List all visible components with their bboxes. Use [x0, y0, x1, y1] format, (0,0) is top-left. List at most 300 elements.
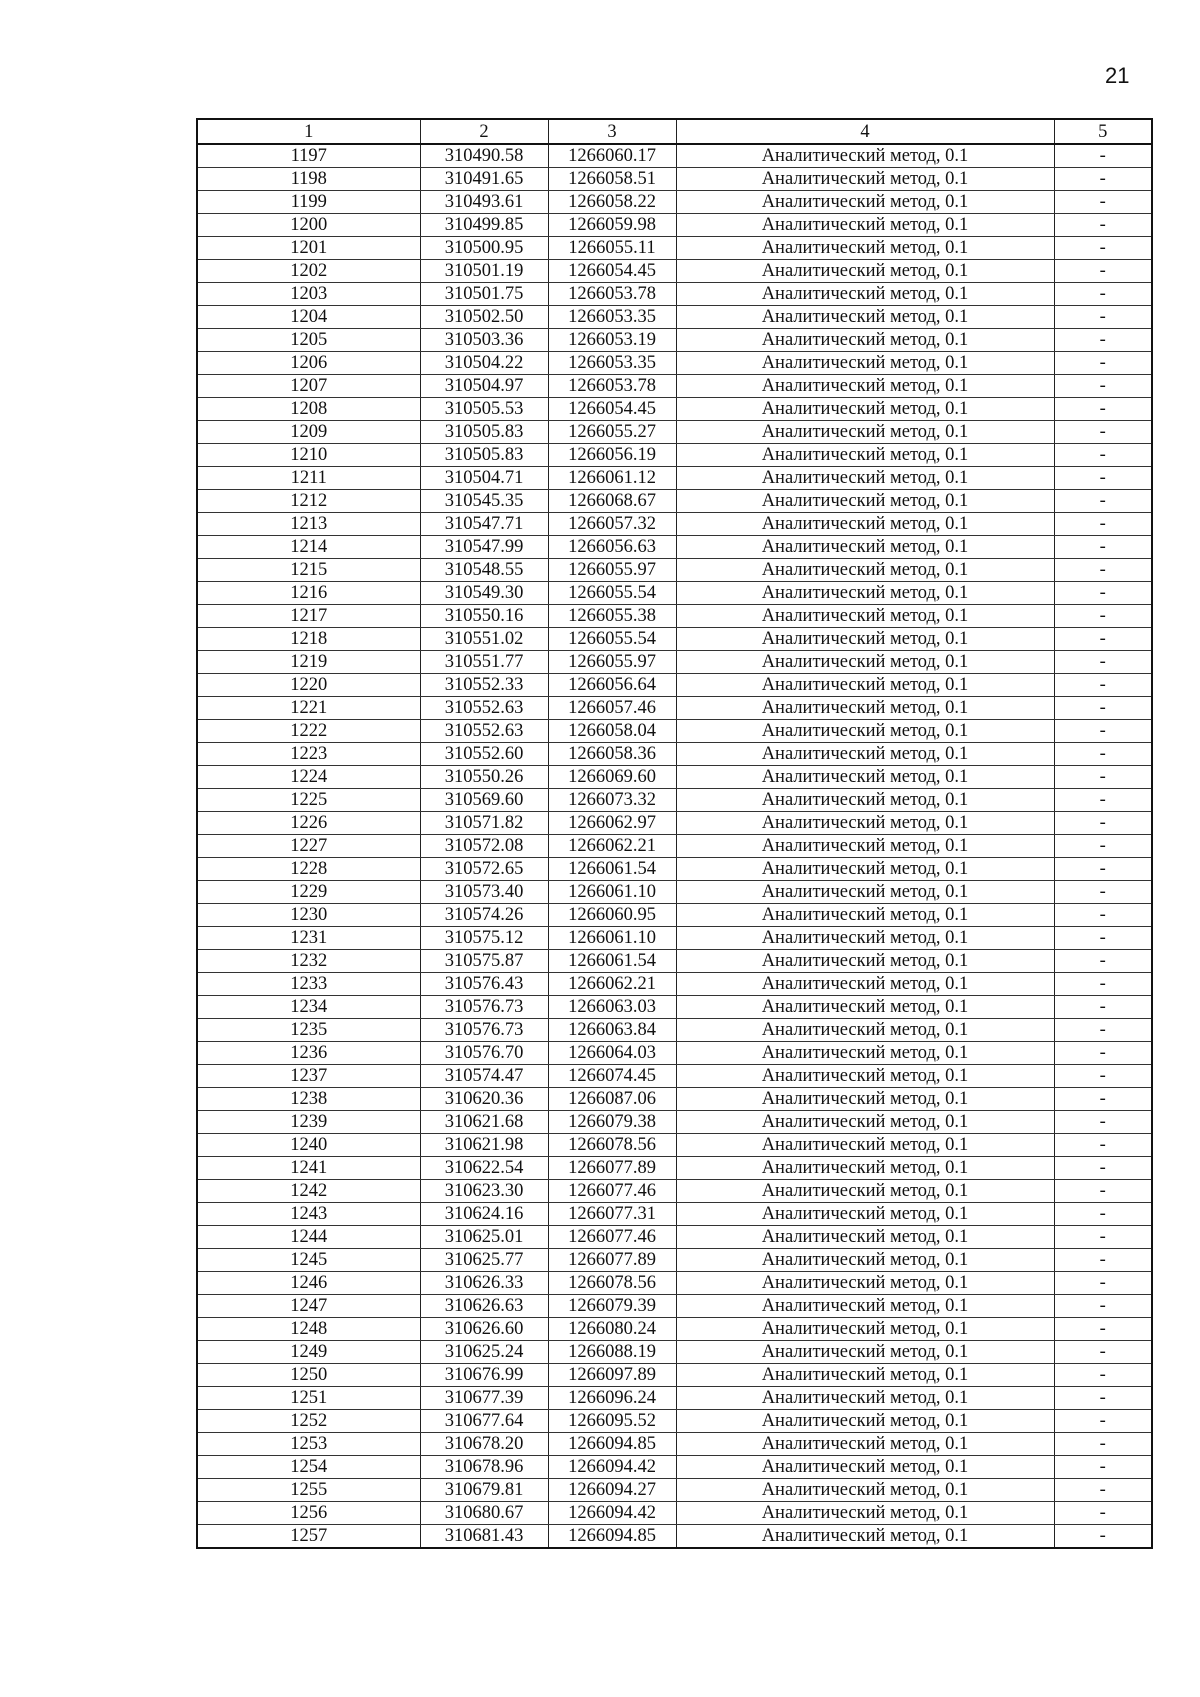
cell-note: - — [1054, 1042, 1152, 1065]
cell-note: - — [1054, 191, 1152, 214]
cell-method: Аналитический метод, 0.1 — [676, 1180, 1054, 1203]
page-number: 21 — [1105, 63, 1130, 88]
cell-note: - — [1054, 881, 1152, 904]
cell-point-number: 1244 — [197, 1226, 420, 1249]
cell-point-number: 1218 — [197, 628, 420, 651]
table-row — [197, 168, 1152, 191]
cell-x-coordinate: 310505.83 — [420, 421, 548, 444]
cell-point-number: 1205 — [197, 329, 420, 352]
cell-method: Аналитический метод, 0.1 — [676, 237, 1054, 260]
cell-method: Аналитический метод, 0.1 — [676, 168, 1054, 191]
cell-note: - — [1054, 1479, 1152, 1502]
cell-method: Аналитический метод, 0.1 — [676, 421, 1054, 444]
cell-method: Аналитический метод, 0.1 — [676, 1410, 1054, 1433]
cell-x-coordinate: 310550.26 — [420, 766, 548, 789]
cell-point-number: 1201 — [197, 237, 420, 260]
cell-method: Аналитический метод, 0.1 — [676, 444, 1054, 467]
cell-note: - — [1054, 490, 1152, 513]
table-body — [197, 144, 1152, 1548]
cell-y-coordinate: 1266088.19 — [548, 1341, 676, 1364]
table-row — [197, 144, 1152, 168]
table-row — [197, 1364, 1152, 1387]
cell-y-coordinate: 1266061.54 — [548, 858, 676, 881]
cell-point-number: 1222 — [197, 720, 420, 743]
cell-method: Аналитический метод, 0.1 — [676, 490, 1054, 513]
cell-note: - — [1054, 1456, 1152, 1479]
table-row — [197, 628, 1152, 651]
cell-y-coordinate: 1266055.11 — [548, 237, 676, 260]
cell-method: Аналитический метод, 0.1 — [676, 1341, 1054, 1364]
cell-y-coordinate: 1266074.45 — [548, 1065, 676, 1088]
cell-point-number: 1238 — [197, 1088, 420, 1111]
cell-y-coordinate: 1266053.19 — [548, 329, 676, 352]
cell-x-coordinate: 310501.75 — [420, 283, 548, 306]
table-row — [197, 352, 1152, 375]
cell-method: Аналитический метод, 0.1 — [676, 904, 1054, 927]
cell-y-coordinate: 1266056.19 — [548, 444, 676, 467]
cell-x-coordinate: 310626.60 — [420, 1318, 548, 1341]
cell-x-coordinate: 310678.20 — [420, 1433, 548, 1456]
cell-point-number: 1241 — [197, 1157, 420, 1180]
cell-point-number: 1197 — [197, 144, 420, 168]
cell-y-coordinate: 1266078.56 — [548, 1272, 676, 1295]
cell-method: Аналитический метод, 0.1 — [676, 1226, 1054, 1249]
cell-point-number: 1237 — [197, 1065, 420, 1088]
cell-y-coordinate: 1266062.97 — [548, 812, 676, 835]
cell-y-coordinate: 1266077.89 — [548, 1249, 676, 1272]
table-row — [197, 1433, 1152, 1456]
cell-x-coordinate: 310573.40 — [420, 881, 548, 904]
cell-note: - — [1054, 1502, 1152, 1525]
cell-y-coordinate: 1266094.27 — [548, 1479, 676, 1502]
cell-method: Аналитический метод, 0.1 — [676, 1157, 1054, 1180]
table-row — [197, 490, 1152, 513]
cell-note: - — [1054, 1019, 1152, 1042]
cell-point-number: 1254 — [197, 1456, 420, 1479]
cell-x-coordinate: 310681.43 — [420, 1525, 548, 1549]
cell-note: - — [1054, 651, 1152, 674]
cell-y-coordinate: 1266077.31 — [548, 1203, 676, 1226]
cell-x-coordinate: 310576.73 — [420, 1019, 548, 1042]
table-row — [197, 1456, 1152, 1479]
table-row — [197, 812, 1152, 835]
table-row — [197, 513, 1152, 536]
cell-point-number: 1253 — [197, 1433, 420, 1456]
cell-method: Аналитический метод, 0.1 — [676, 1456, 1054, 1479]
cell-point-number: 1207 — [197, 375, 420, 398]
cell-point-number: 1224 — [197, 766, 420, 789]
cell-method: Аналитический метод, 0.1 — [676, 513, 1054, 536]
cell-point-number: 1228 — [197, 858, 420, 881]
cell-note: - — [1054, 1111, 1152, 1134]
cell-y-coordinate: 1266061.54 — [548, 950, 676, 973]
cell-x-coordinate: 310500.95 — [420, 237, 548, 260]
header-col-3: 3 — [548, 119, 676, 144]
cell-y-coordinate: 1266058.51 — [548, 168, 676, 191]
cell-point-number: 1217 — [197, 605, 420, 628]
cell-x-coordinate: 310504.71 — [420, 467, 548, 490]
table-row — [197, 927, 1152, 950]
table-row — [197, 1387, 1152, 1410]
cell-y-coordinate: 1266053.78 — [548, 375, 676, 398]
cell-note: - — [1054, 559, 1152, 582]
cell-method: Аналитический метод, 0.1 — [676, 789, 1054, 812]
cell-x-coordinate: 310551.77 — [420, 651, 548, 674]
cell-point-number: 1216 — [197, 582, 420, 605]
cell-method: Аналитический метод, 0.1 — [676, 1364, 1054, 1387]
cell-point-number: 1251 — [197, 1387, 420, 1410]
table-row — [197, 835, 1152, 858]
cell-x-coordinate: 310574.26 — [420, 904, 548, 927]
cell-method: Аналитический метод, 0.1 — [676, 927, 1054, 950]
cell-note: - — [1054, 1157, 1152, 1180]
cell-note: - — [1054, 1065, 1152, 1088]
table-row — [197, 1180, 1152, 1203]
cell-method: Аналитический метод, 0.1 — [676, 1249, 1054, 1272]
cell-point-number: 1214 — [197, 536, 420, 559]
cell-x-coordinate: 310575.87 — [420, 950, 548, 973]
table-row — [197, 1502, 1152, 1525]
cell-method: Аналитический метод, 0.1 — [676, 1525, 1054, 1549]
cell-point-number: 1226 — [197, 812, 420, 835]
cell-method: Аналитический метод, 0.1 — [676, 1019, 1054, 1042]
cell-y-coordinate: 1266060.17 — [548, 144, 676, 168]
cell-point-number: 1252 — [197, 1410, 420, 1433]
cell-y-coordinate: 1266094.42 — [548, 1456, 676, 1479]
cell-point-number: 1225 — [197, 789, 420, 812]
cell-y-coordinate: 1266054.45 — [548, 260, 676, 283]
table-row — [197, 191, 1152, 214]
cell-note: - — [1054, 674, 1152, 697]
cell-method: Аналитический метод, 0.1 — [676, 1318, 1054, 1341]
cell-x-coordinate: 310624.16 — [420, 1203, 548, 1226]
cell-method: Аналитический метод, 0.1 — [676, 605, 1054, 628]
cell-method: Аналитический метод, 0.1 — [676, 1111, 1054, 1134]
cell-y-coordinate: 1266087.06 — [548, 1088, 676, 1111]
table-row — [197, 1295, 1152, 1318]
cell-point-number: 1219 — [197, 651, 420, 674]
cell-method: Аналитический метод, 0.1 — [676, 858, 1054, 881]
cell-x-coordinate: 310621.68 — [420, 1111, 548, 1134]
cell-point-number: 1202 — [197, 260, 420, 283]
cell-x-coordinate: 310551.02 — [420, 628, 548, 651]
cell-note: - — [1054, 1433, 1152, 1456]
cell-method: Аналитический метод, 0.1 — [676, 1134, 1054, 1157]
table-row — [197, 743, 1152, 766]
table-row — [197, 1341, 1152, 1364]
cell-method: Аналитический метод, 0.1 — [676, 628, 1054, 651]
cell-y-coordinate: 1266061.12 — [548, 467, 676, 490]
cell-note: - — [1054, 1203, 1152, 1226]
cell-note: - — [1054, 329, 1152, 352]
table-row — [197, 1042, 1152, 1065]
cell-method: Аналитический метод, 0.1 — [676, 1295, 1054, 1318]
cell-method: Аналитический метод, 0.1 — [676, 536, 1054, 559]
cell-method: Аналитический метод, 0.1 — [676, 720, 1054, 743]
cell-y-coordinate: 1266058.22 — [548, 191, 676, 214]
cell-x-coordinate: 310621.98 — [420, 1134, 548, 1157]
table-row — [197, 674, 1152, 697]
table-header — [197, 119, 1152, 144]
cell-x-coordinate: 310549.30 — [420, 582, 548, 605]
cell-x-coordinate: 310548.55 — [420, 559, 548, 582]
cell-point-number: 1198 — [197, 168, 420, 191]
table-row — [197, 283, 1152, 306]
cell-point-number: 1239 — [197, 1111, 420, 1134]
cell-x-coordinate: 310552.33 — [420, 674, 548, 697]
cell-y-coordinate: 1266062.21 — [548, 835, 676, 858]
cell-point-number: 1215 — [197, 559, 420, 582]
cell-method: Аналитический метод, 0.1 — [676, 352, 1054, 375]
cell-point-number: 1234 — [197, 996, 420, 1019]
cell-method: Аналитический метод, 0.1 — [676, 467, 1054, 490]
cell-method: Аналитический метод, 0.1 — [676, 1088, 1054, 1111]
cell-method: Аналитический метод, 0.1 — [676, 697, 1054, 720]
cell-point-number: 1221 — [197, 697, 420, 720]
cell-point-number: 1255 — [197, 1479, 420, 1502]
cell-x-coordinate: 310576.43 — [420, 973, 548, 996]
cell-note: - — [1054, 467, 1152, 490]
cell-y-coordinate: 1266055.54 — [548, 628, 676, 651]
cell-y-coordinate: 1266069.60 — [548, 766, 676, 789]
cell-method: Аналитический метод, 0.1 — [676, 1387, 1054, 1410]
cell-note: - — [1054, 421, 1152, 444]
cell-y-coordinate: 1266063.03 — [548, 996, 676, 1019]
cell-x-coordinate: 310491.65 — [420, 168, 548, 191]
table-row — [197, 375, 1152, 398]
cell-point-number: 1227 — [197, 835, 420, 858]
cell-x-coordinate: 310576.73 — [420, 996, 548, 1019]
cell-method: Аналитический метод, 0.1 — [676, 1042, 1054, 1065]
cell-note: - — [1054, 352, 1152, 375]
cell-note: - — [1054, 1364, 1152, 1387]
cell-x-coordinate: 310545.35 — [420, 490, 548, 513]
cell-point-number: 1257 — [197, 1525, 420, 1549]
cell-method: Аналитический метод, 0.1 — [676, 950, 1054, 973]
cell-point-number: 1256 — [197, 1502, 420, 1525]
table-row — [197, 1203, 1152, 1226]
cell-y-coordinate: 1266057.32 — [548, 513, 676, 536]
cell-x-coordinate: 310504.97 — [420, 375, 548, 398]
table-row — [197, 1525, 1152, 1549]
table-row — [197, 444, 1152, 467]
cell-x-coordinate: 310547.99 — [420, 536, 548, 559]
cell-y-coordinate: 1266068.67 — [548, 490, 676, 513]
cell-method: Аналитический метод, 0.1 — [676, 651, 1054, 674]
cell-y-coordinate: 1266055.27 — [548, 421, 676, 444]
cell-method: Аналитический метод, 0.1 — [676, 1502, 1054, 1525]
cell-point-number: 1242 — [197, 1180, 420, 1203]
table-row — [197, 973, 1152, 996]
cell-note: - — [1054, 1295, 1152, 1318]
cell-note: - — [1054, 766, 1152, 789]
cell-y-coordinate: 1266079.38 — [548, 1111, 676, 1134]
cell-x-coordinate: 310625.01 — [420, 1226, 548, 1249]
table-row — [197, 605, 1152, 628]
cell-x-coordinate: 310493.61 — [420, 191, 548, 214]
cell-x-coordinate: 310625.77 — [420, 1249, 548, 1272]
cell-y-coordinate: 1266077.46 — [548, 1226, 676, 1249]
cell-y-coordinate: 1266094.85 — [548, 1525, 676, 1549]
cell-note: - — [1054, 605, 1152, 628]
cell-y-coordinate: 1266097.89 — [548, 1364, 676, 1387]
cell-note: - — [1054, 168, 1152, 191]
table-row — [197, 996, 1152, 1019]
cell-method: Аналитический метод, 0.1 — [676, 812, 1054, 835]
cell-method: Аналитический метод, 0.1 — [676, 582, 1054, 605]
table-row — [197, 720, 1152, 743]
cell-x-coordinate: 310552.63 — [420, 697, 548, 720]
cell-note: - — [1054, 1272, 1152, 1295]
cell-note: - — [1054, 375, 1152, 398]
table-row — [197, 904, 1152, 927]
cell-method: Аналитический метод, 0.1 — [676, 996, 1054, 1019]
coordinates-table — [196, 118, 1153, 1549]
cell-note: - — [1054, 628, 1152, 651]
cell-point-number: 1243 — [197, 1203, 420, 1226]
cell-x-coordinate: 310499.85 — [420, 214, 548, 237]
table-row — [197, 1088, 1152, 1111]
cell-x-coordinate: 310547.71 — [420, 513, 548, 536]
cell-note: - — [1054, 1226, 1152, 1249]
cell-y-coordinate: 1266094.85 — [548, 1433, 676, 1456]
cell-x-coordinate: 310571.82 — [420, 812, 548, 835]
table-row — [197, 789, 1152, 812]
cell-x-coordinate: 310676.99 — [420, 1364, 548, 1387]
cell-note: - — [1054, 1341, 1152, 1364]
cell-method: Аналитический метод, 0.1 — [676, 766, 1054, 789]
table-row — [197, 1065, 1152, 1088]
cell-point-number: 1248 — [197, 1318, 420, 1341]
cell-point-number: 1247 — [197, 1295, 420, 1318]
cell-y-coordinate: 1266055.38 — [548, 605, 676, 628]
table-row — [197, 421, 1152, 444]
cell-y-coordinate: 1266062.21 — [548, 973, 676, 996]
table-row — [197, 214, 1152, 237]
table-row — [197, 398, 1152, 421]
cell-note: - — [1054, 950, 1152, 973]
cell-x-coordinate: 310501.19 — [420, 260, 548, 283]
cell-point-number: 1204 — [197, 306, 420, 329]
cell-method: Аналитический метод, 0.1 — [676, 398, 1054, 421]
cell-y-coordinate: 1266061.10 — [548, 881, 676, 904]
cell-note: - — [1054, 582, 1152, 605]
cell-note: - — [1054, 306, 1152, 329]
cell-method: Аналитический метод, 0.1 — [676, 1272, 1054, 1295]
cell-y-coordinate: 1266055.97 — [548, 559, 676, 582]
cell-y-coordinate: 1266073.32 — [548, 789, 676, 812]
cell-point-number: 1209 — [197, 421, 420, 444]
cell-x-coordinate: 310677.39 — [420, 1387, 548, 1410]
cell-point-number: 1233 — [197, 973, 420, 996]
cell-x-coordinate: 310505.53 — [420, 398, 548, 421]
cell-note: - — [1054, 1088, 1152, 1111]
cell-method: Аналитический метод, 0.1 — [676, 743, 1054, 766]
cell-method: Аналитический метод, 0.1 — [676, 881, 1054, 904]
cell-y-coordinate: 1266079.39 — [548, 1295, 676, 1318]
cell-note: - — [1054, 513, 1152, 536]
cell-note: - — [1054, 398, 1152, 421]
cell-method: Аналитический метод, 0.1 — [676, 214, 1054, 237]
cell-y-coordinate: 1266095.52 — [548, 1410, 676, 1433]
table-row — [197, 1019, 1152, 1042]
cell-x-coordinate: 310490.58 — [420, 144, 548, 168]
cell-y-coordinate: 1266058.04 — [548, 720, 676, 743]
table-row — [197, 467, 1152, 490]
cell-x-coordinate: 310679.81 — [420, 1479, 548, 1502]
cell-note: - — [1054, 1134, 1152, 1157]
table-row — [197, 1318, 1152, 1341]
cell-point-number: 1212 — [197, 490, 420, 513]
cell-y-coordinate: 1266064.03 — [548, 1042, 676, 1065]
cell-point-number: 1213 — [197, 513, 420, 536]
cell-y-coordinate: 1266055.97 — [548, 651, 676, 674]
cell-note: - — [1054, 697, 1152, 720]
cell-x-coordinate: 310680.67 — [420, 1502, 548, 1525]
cell-y-coordinate: 1266094.42 — [548, 1502, 676, 1525]
table-row — [197, 582, 1152, 605]
table-row — [197, 1410, 1152, 1433]
cell-point-number: 1235 — [197, 1019, 420, 1042]
table-row — [197, 697, 1152, 720]
cell-note: - — [1054, 904, 1152, 927]
cell-y-coordinate: 1266054.45 — [548, 398, 676, 421]
cell-x-coordinate: 310678.96 — [420, 1456, 548, 1479]
table-row — [197, 306, 1152, 329]
cell-x-coordinate: 310552.60 — [420, 743, 548, 766]
cell-note: - — [1054, 927, 1152, 950]
cell-point-number: 1220 — [197, 674, 420, 697]
cell-point-number: 1211 — [197, 467, 420, 490]
cell-method: Аналитический метод, 0.1 — [676, 283, 1054, 306]
cell-x-coordinate: 310620.36 — [420, 1088, 548, 1111]
cell-note: - — [1054, 835, 1152, 858]
cell-method: Аналитический метод, 0.1 — [676, 191, 1054, 214]
cell-y-coordinate: 1266056.64 — [548, 674, 676, 697]
cell-method: Аналитический метод, 0.1 — [676, 674, 1054, 697]
table-row — [197, 950, 1152, 973]
cell-method: Аналитический метод, 0.1 — [676, 144, 1054, 168]
cell-note: - — [1054, 973, 1152, 996]
cell-method: Аналитический метод, 0.1 — [676, 1065, 1054, 1088]
cell-x-coordinate: 310502.50 — [420, 306, 548, 329]
table-row — [197, 1226, 1152, 1249]
cell-note: - — [1054, 214, 1152, 237]
cell-note: - — [1054, 743, 1152, 766]
cell-y-coordinate: 1266077.46 — [548, 1180, 676, 1203]
cell-point-number: 1249 — [197, 1341, 420, 1364]
table-row — [197, 1157, 1152, 1180]
cell-point-number: 1246 — [197, 1272, 420, 1295]
table-row — [197, 1249, 1152, 1272]
table-row — [197, 260, 1152, 283]
cell-x-coordinate: 310622.54 — [420, 1157, 548, 1180]
table-row — [197, 651, 1152, 674]
header-col-5: 5 — [1054, 119, 1152, 144]
cell-x-coordinate: 310503.36 — [420, 329, 548, 352]
cell-method: Аналитический метод, 0.1 — [676, 1479, 1054, 1502]
cell-y-coordinate: 1266061.10 — [548, 927, 676, 950]
cell-y-coordinate: 1266056.63 — [548, 536, 676, 559]
table-row — [197, 329, 1152, 352]
cell-x-coordinate: 310574.47 — [420, 1065, 548, 1088]
cell-y-coordinate: 1266078.56 — [548, 1134, 676, 1157]
cell-point-number: 1199 — [197, 191, 420, 214]
cell-point-number: 1203 — [197, 283, 420, 306]
cell-y-coordinate: 1266053.78 — [548, 283, 676, 306]
cell-x-coordinate: 310575.12 — [420, 927, 548, 950]
table-row — [197, 237, 1152, 260]
